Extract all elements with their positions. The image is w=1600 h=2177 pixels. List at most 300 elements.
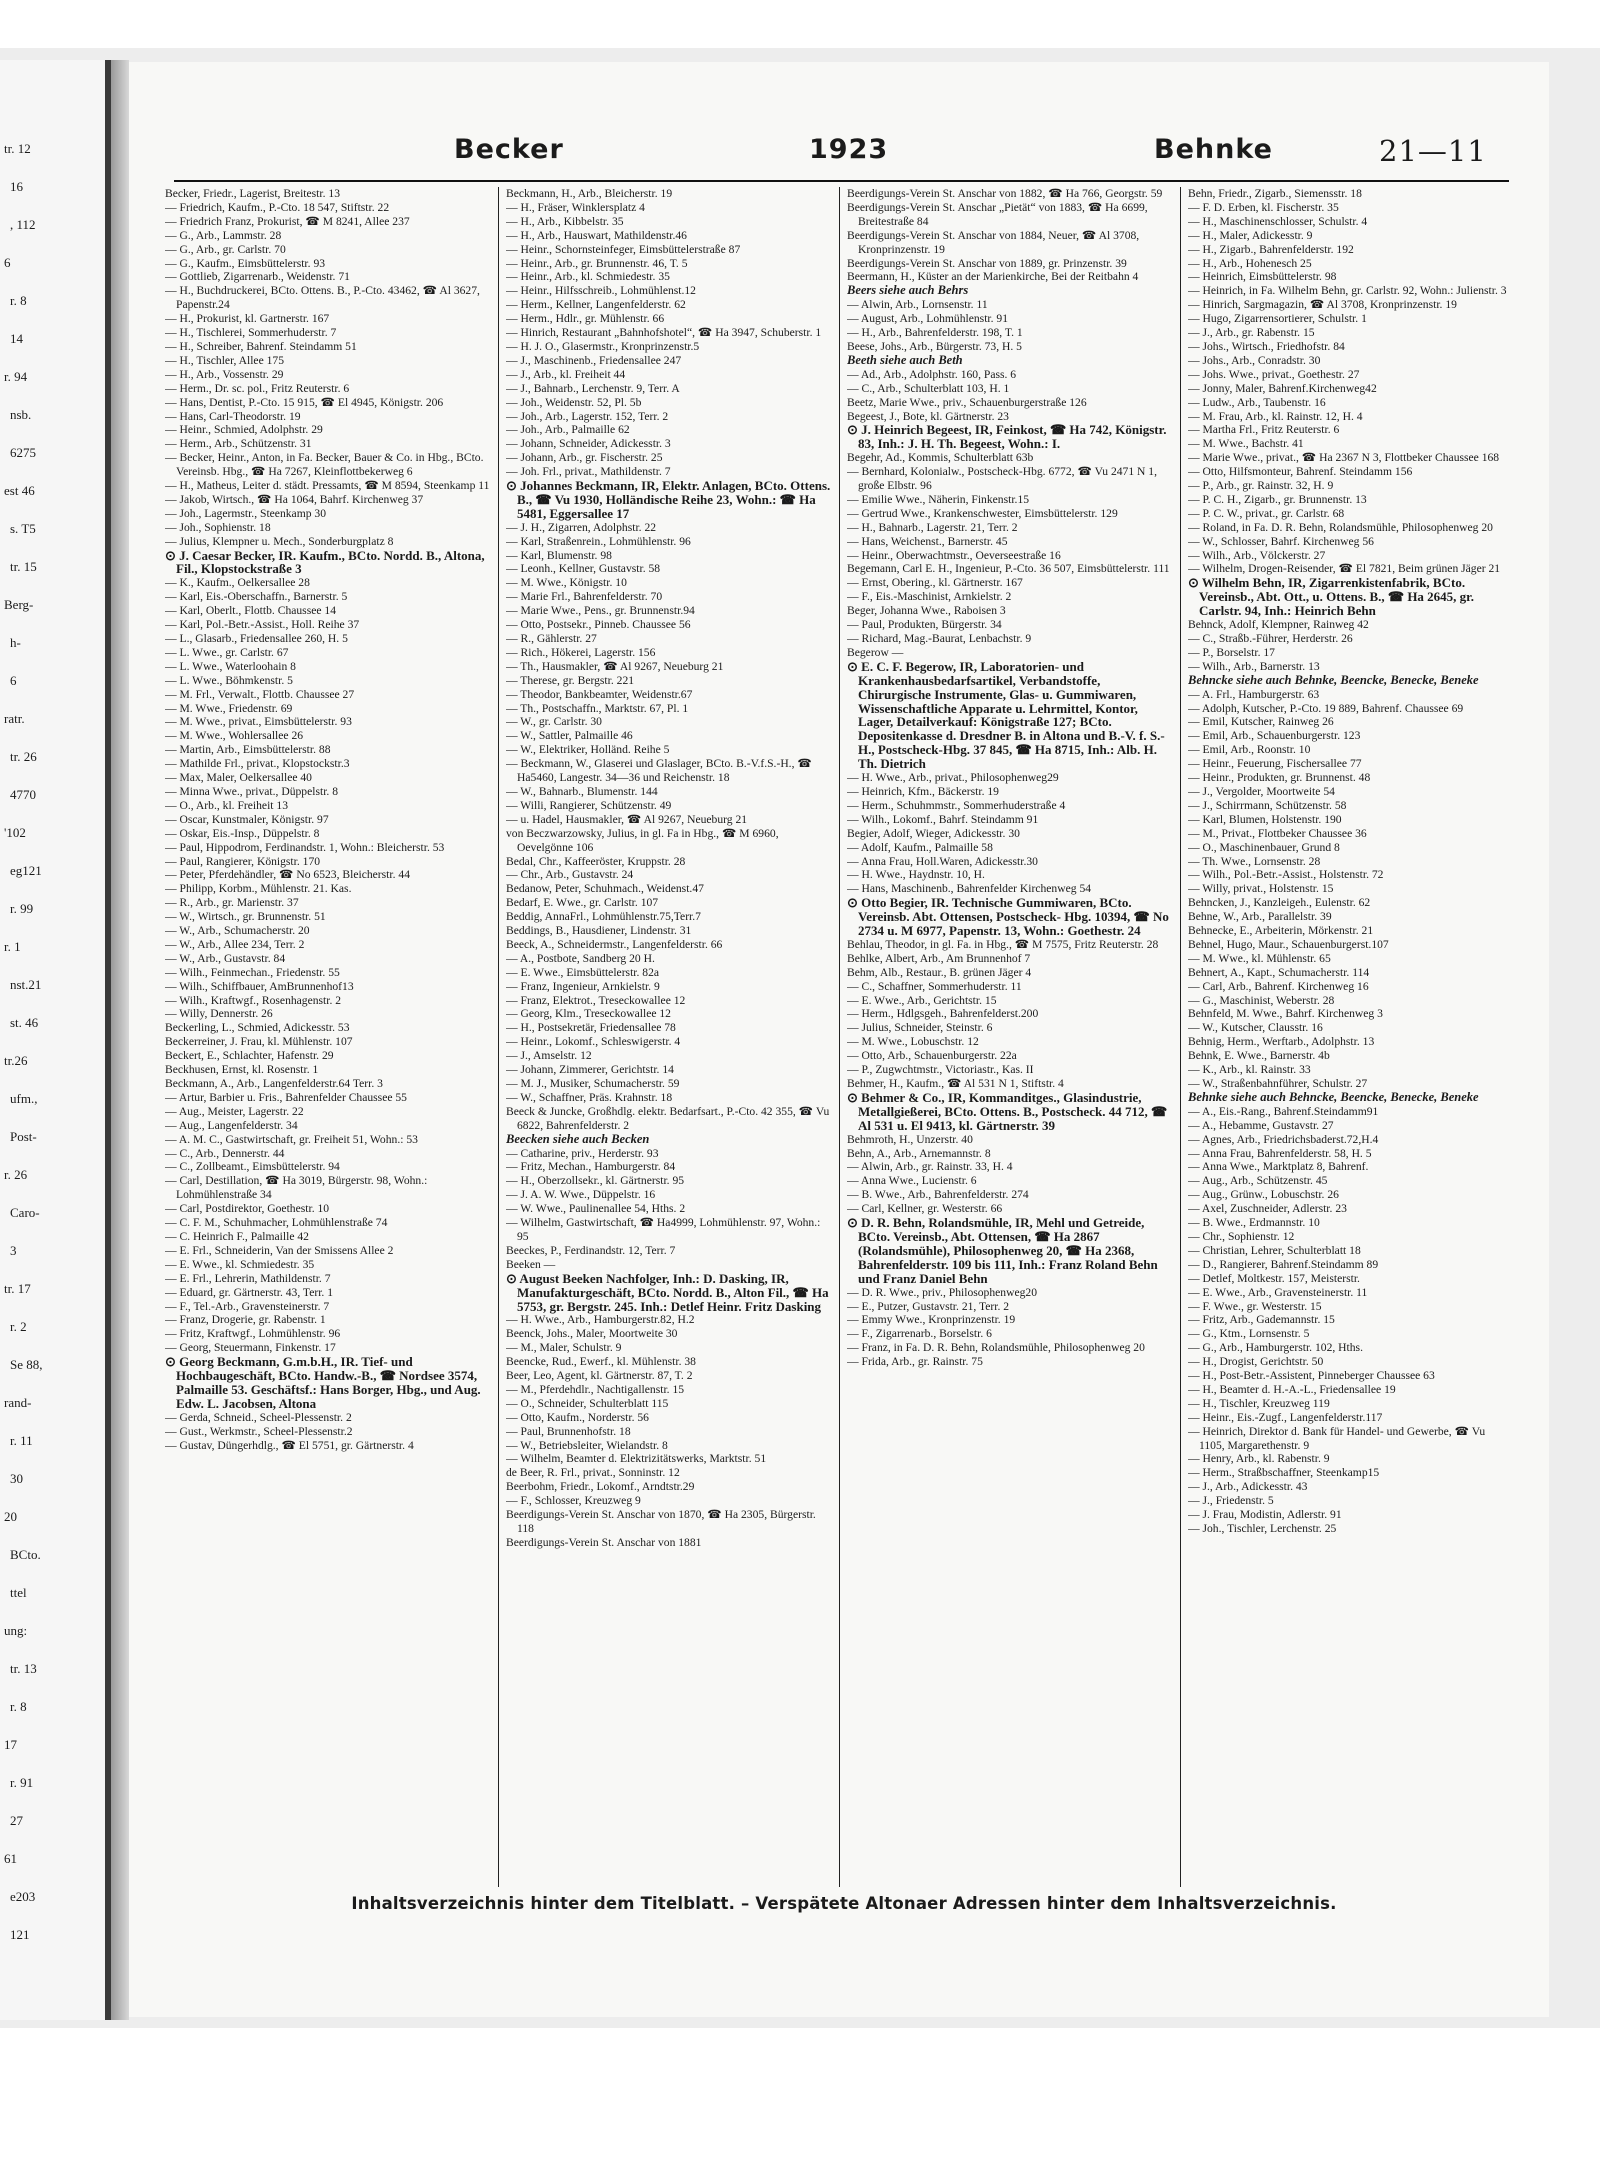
directory-entry: Becker, Friedr., Lagerist, Breitestr. 13 <box>165 187 341 200</box>
directory-entry: Behncke siehe auch Behnke, Beencke, Benecke, Beneke <box>1188 672 1479 687</box>
directory-entry: — W., Sattler, Palmaille 46 <box>506 729 633 743</box>
directory-entry: — W., Arb., Gustavstr. 84 <box>165 951 286 965</box>
directory-entry: — Heinr., Lokomf., Schleswigerstr. 4 <box>506 1035 681 1049</box>
directory-entry: — G., Maschinist, Weberstr. 28 <box>1188 993 1335 1007</box>
directory-entry: — P. C. W., privat., gr. Carlstr. 68 <box>1188 506 1345 520</box>
directory-entry: — P., Zugwchtmstr., Victoriastr., Kas. II <box>847 1063 1034 1077</box>
directory-entry: — F., Tel.-Arb., Gravensteinerstr. 7 <box>165 1299 330 1313</box>
directory-entry: — Agnes, Arb., Friedrichsbaderst.72,H.4 <box>1188 1132 1379 1146</box>
directory-entry: — Wilhelm, Beamter d. Elektrizitätswerks, Marktstr. 51 <box>506 1452 767 1466</box>
directory-entry: — W., Schlosser, Bahrf. Kirchenweg 56 <box>1188 534 1374 548</box>
directory-entry: — August, Arb., Lohmühlenstr. 91 <box>847 312 1009 326</box>
directory-entry: — C., Arb., Schulterblatt 103, H. 1 <box>847 381 1010 395</box>
facing-page-fragment: BCto. <box>10 1547 41 1562</box>
directory-entry: Begerow — <box>847 645 904 659</box>
directory-entry: — E. Wwe., Arb., Gravensteinerstr. 11 <box>1188 1285 1368 1299</box>
directory-entry: — F., Eis.-Maschinist, Arnkielstr. 2 <box>847 590 1012 604</box>
facing-page-fragment: 20 <box>4 1509 17 1524</box>
directory-entry: — P. C. H., Zigarb., gr. Brunnenstr. 13 <box>1188 492 1367 506</box>
directory-entry: — Chr., Arb., Gustavstr. 24 <box>506 868 634 882</box>
directory-entry: — H., Tischlerei, Sommerhuderstr. 7 <box>165 326 337 340</box>
directory-entry: — Alwin, Arb., Lornsenstr. 11 <box>847 298 988 312</box>
directory-entry: — Hans, Carl-Theodorstr. 19 <box>165 409 301 423</box>
directory-entry: — H., Oberzollsekr., kl. Gärtnerstr. 95 <box>506 1174 685 1188</box>
directory-entry: — Otto, Kaufm., Norderstr. 56 <box>506 1410 649 1424</box>
directory-entry: — Joh., Tischler, Lerchenstr. 25 <box>1188 1522 1337 1535</box>
column-4 <box>1188 187 1510 1887</box>
directory-entry: — H., Maler, Adickesstr. 9 <box>1188 228 1313 242</box>
directory-entry: — Anna Wwe., Lucienstr. 6 <box>847 1174 977 1188</box>
directory-entry: — Artur, Barbier u. Fris., Bahrenfelder Chaussee 55 <box>165 1090 407 1104</box>
directory-entry: Behnck, Adolf, Klempner, Rainweg 42 <box>1188 618 1369 632</box>
directory-entry: — M., Privat., Flottbeker Chaussee 36 <box>1188 826 1367 840</box>
directory-entry: — u. Hadel, Hausmakler, ☎ Al 9267, Neueburg 21 <box>506 812 748 826</box>
directory-entry: — Karl, Eis.-Oberschaffn., Barnerstr. 5 <box>165 590 348 604</box>
directory-entry: — E. Wwe., kl. Schmiedestr. 35 <box>165 1257 315 1271</box>
directory-entry: — Christian, Lehrer, Schulterblatt 18 <box>1188 1243 1361 1257</box>
directory-entry: Behnk, E. Wwe., Barnerstr. 4b <box>1188 1049 1330 1063</box>
directory-entry: Behne, W., Arb., Parallelstr. 39 <box>1188 910 1332 924</box>
directory-entry: — M. Wwe., privat., Eimsbüttelerstr. 93 <box>165 715 352 729</box>
directory-entry: Behnert, A., Kapt., Schumacherstr. 114 <box>1188 965 1370 979</box>
directory-entry: Beeth siehe auch Beth <box>847 352 963 367</box>
facing-page-fragment: r. 99 <box>10 901 34 916</box>
directory-entry: — Mathilde Frl., privat., Klopstockstr.3 <box>165 757 350 771</box>
directory-entry: — Karl, Straßenrein., Lohmühlenstr. 96 <box>506 534 691 548</box>
directory-entry: — A., Postbote, Sandberg 20 H. <box>506 951 655 965</box>
directory-entry: — H. J. O., Glasermstr., Kronprinzenstr.5 <box>506 339 700 353</box>
directory-entry: Beckerreiner, J. Frau, kl. Mühlenstr. 107 <box>165 1035 353 1049</box>
directory-entry: Behn, Friedr., Zigarb., Siemensstr. 18 <box>1188 187 1362 200</box>
facing-page-fragment: 121 <box>10 1927 30 1942</box>
directory-entry: — E., Putzer, Gustavstr. 21, Terr. 2 <box>847 1299 1010 1313</box>
directory-entry: — H., Arb., Hauswart, Mathildenstr.46 <box>506 228 687 242</box>
directory-entry: — Johs. Wwe., privat., Goethestr. 27 <box>1188 367 1360 381</box>
facing-page-fragment: e203 <box>10 1889 36 1904</box>
directory-entry: — Franz, Ingenieur, Arnkielstr. 9 <box>506 979 660 993</box>
facing-page-fragment: r. 2 <box>10 1319 27 1334</box>
directory-entry: Beerdigungs-Verein St. Anschar von 1870, ☎ Ha 2305, Bürgerstr. 118 <box>506 1508 816 1535</box>
directory-entry: — R., Arb., gr. Marienstr. 37 <box>165 896 299 910</box>
directory-entry: — J., Friedenstr. 5 <box>1188 1494 1274 1508</box>
facing-page-fragment: 61 <box>4 1851 17 1866</box>
facing-page-fragment: r. 1 <box>4 939 21 954</box>
directory-entry: — Wilhelm, Drogen-Reisender, ☎ El 7821, Beim grünen Jäger 21 <box>1188 562 1501 576</box>
directory-entry: — J., Arb., gr. Rabenstr. 15 <box>1188 326 1315 340</box>
directory-entry: — W., Arb., Schumacherstr. 20 <box>165 924 310 938</box>
directory-entry: — Joh., Lagermstr., Steenkamp 30 <box>165 506 326 520</box>
facing-page-fragment: h- <box>10 635 21 650</box>
directory-page <box>129 62 1549 2017</box>
directory-entry: Behnfeld, M. Wwe., Bahrf. Kirchenweg 3 <box>1188 1007 1383 1021</box>
facing-page-fragment: 16 <box>10 179 23 194</box>
facing-page-fragment: ratr. <box>4 711 25 726</box>
directory-entry: — Otto, Hilfsmonteur, Bahrenf. Steindamm 156 <box>1188 465 1413 479</box>
directory-entry: — M. Wwe., kl. Mühlenstr. 65 <box>1188 951 1331 965</box>
facing-page-fragment: 17 <box>4 1737 17 1752</box>
directory-entry: — W., Arb., Allee 234, Terr. 2 <box>165 937 305 951</box>
facing-page-fragment: r. 26 <box>4 1167 28 1182</box>
facing-page-fragment: Se 88, <box>10 1357 43 1372</box>
directory-entry: Behnke siehe auch Behncke, Beencke, Benecke, Beneke <box>1188 1089 1479 1104</box>
directory-entry: — Richard, Mag.-Baurat, Lenbachstr. 9 <box>847 632 1032 645</box>
directory-entry: — Joh., Sophienstr. 18 <box>165 520 271 534</box>
directory-entry: Beeck, A., Schneidermstr., Langenfelderstr. 66 <box>506 937 723 951</box>
facing-page-fragment: tr. 15 <box>10 559 37 574</box>
directory-entry: Beerdigungs-Verein St. Anschar „Pietät“ von 1883, ☎ Ha 6699, Breitestraße 84 <box>847 200 1148 228</box>
directory-entry: — H., Bahnarb., Lagerstr. 21, Terr. 2 <box>847 520 1018 534</box>
directory-entry: Beerdigungs-Verein St. Anschar von 1889, gr. Prinzenstr. 39 <box>847 256 1127 270</box>
directory-entry: — Paul, Hippodrom, Ferdinandstr. 1, Wohn.: Bleicherstr. 53 <box>165 840 445 854</box>
directory-entry: — E. Wwe., Eimsbüttelerstr. 82a <box>506 965 660 979</box>
directory-entry: ⊙ Behmer & Co., IR, Kommanditges., Glasindustrie, Metallgießerei, BCto. Ottens. B., Postscheck. 44 712, ☎ Al 531 u. El 9413, kl. Gärtnerstr. 39 <box>847 1089 1168 1133</box>
directory-entry: — Joh., Arb., Lagerstr. 152, Terr. 2 <box>506 409 669 423</box>
directory-entry: — Fritz, Kraftwgf., Lohmühlenstr. 96 <box>165 1327 341 1341</box>
directory-entry: — Heinr., Schornsteinfeger, Eimsbüttelerstraße 87 <box>506 242 741 256</box>
directory-entry: — M., Maler, Schulstr. 9 <box>506 1341 622 1355</box>
directory-entry: Beencke, Rud., Ewerf., kl. Mühlenstr. 38 <box>506 1355 696 1369</box>
directory-entry: — W., gr. Carlstr. 30 <box>506 715 602 729</box>
directory-entry: Beckerling, L., Schmied, Adickesstr. 53 <box>165 1021 350 1035</box>
directory-entry: — W., Bahnarb., Blumenstr. 144 <box>506 784 658 798</box>
directory-entry: — J., Schirrmann, Schützenstr. 58 <box>1188 798 1347 812</box>
directory-entry: — W., Straßenbahnführer, Schulstr. 27 <box>1188 1077 1368 1090</box>
directory-entry: ⊙ J. Heinrich Begeest, IR, Feinkost, ☎ Ha 742, Königstr. 83, Inh.: J. H. Th. Begeest, Wohn.: I. <box>847 422 1167 452</box>
directory-entry: Bedanow, Peter, Schuhmach., Weidenst.47 <box>506 882 704 896</box>
directory-entry: — Therese, gr. Bergstr. 221 <box>506 673 635 687</box>
header-rule <box>174 180 1509 182</box>
directory-entry: — A., Hebamme, Gustavstr. 27 <box>1188 1118 1334 1132</box>
directory-entry: — E. Frl., Schneiderin, Van der Smissens Allee 2 <box>165 1243 394 1257</box>
directory-entry: — Wilh., Lokomf., Bahrf. Steindamm 91 <box>847 812 1039 826</box>
directory-entry: — Axel, Zuschneider, Adlerstr. 23 <box>1188 1202 1347 1216</box>
directory-entry: — Friedrich Franz, Prokurist, ☎ M 8241, Allee 237 <box>165 214 410 228</box>
directory-entry: — C. F. M., Schuhmacher, Lohmühlenstraße 74 <box>165 1216 388 1230</box>
directory-entry: — H., Fräser, Winklersplatz 4 <box>506 200 645 214</box>
directory-entry: — F. Wwe., gr. Westerstr. 15 <box>1188 1299 1322 1313</box>
directory-entry: — Herm., Arb., Schützenstr. 31 <box>165 437 312 451</box>
directory-entry: — L. Wwe., Böhmkenstr. 5 <box>165 673 293 687</box>
directory-entry: Beger, Johanna Wwe., Raboisen 3 <box>847 604 1006 618</box>
directory-entry: — M. Frl., Verwalt., Flottb. Chaussee 27 <box>165 687 355 701</box>
facing-page-fragment: r. 91 <box>10 1775 34 1790</box>
directory-entry: — E. Frl., Lehrerin, Mathildenstr. 7 <box>165 1271 331 1285</box>
directory-entry: — Theodor, Bankbeamter, Weidenstr.67 <box>506 687 693 701</box>
directory-entry: — Wilh., Feinmechan., Friedenstr. 55 <box>165 965 340 979</box>
directory-entry: — Karl, Blumen, Holstenstr. 190 <box>1188 812 1342 826</box>
directory-entry: — K., Kaufm., Oelkersallee 28 <box>165 576 310 590</box>
directory-entry: Beddig, AnnaFrl., Lohmühlenstr.75,Terr.7 <box>506 910 701 924</box>
directory-entry: — Oscar, Kunstmaler, Königstr. 97 <box>165 812 329 826</box>
directory-entry: — G., Arb., Hamburgerstr. 102, Hths. <box>1188 1341 1363 1355</box>
directory-entry: Behn, A., Arb., Arnemannstr. 8 <box>847 1146 991 1160</box>
directory-entry: — Karl, Pol.-Betr.-Assist., Holl. Reihe 37 <box>165 618 360 632</box>
directory-entry: — H., Postsekretär, Friedensallee 78 <box>506 1021 676 1035</box>
directory-entry: Begehr, Ad., Kommis, Schulterblatt 63b <box>847 451 1034 465</box>
directory-entry: — Rich., Hökerei, Lagerstr. 156 <box>506 645 656 659</box>
directory-entry: — Franz, in Fa. D. R. Behn, Rolandsmühle, Philosophenweg 20 <box>847 1341 1145 1355</box>
facing-page-fragment: 14 <box>10 331 23 346</box>
directory-entry: Beer, Leo, Agent, kl. Gärtnerstr. 87, T. 2 <box>506 1369 693 1383</box>
directory-entry: — C. Heinrich F., Palmaille 42 <box>165 1229 309 1243</box>
directory-entry: — Herm., Schuhmmstr., Sommerhuderstraße 4 <box>847 798 1066 812</box>
directory-entry: — Aug., Grünw., Lobuschstr. 26 <box>1188 1188 1339 1202</box>
directory-entry: — O., Schneider, Schulterblatt 115 <box>506 1396 669 1410</box>
directory-entry: — J. Frau, Modistin, Adlerstr. 91 <box>1188 1508 1342 1522</box>
directory-entry: — Adolph, Kutscher, P.-Cto. 19 889, Bahrenf. Chaussee 69 <box>1188 701 1464 715</box>
directory-entry: — Alwin, Arb., gr. Rainstr. 33, H. 4 <box>847 1160 1013 1174</box>
directory-entry: — C., Arb., Dennerstr. 44 <box>165 1146 285 1160</box>
page-header <box>169 134 1499 168</box>
facing-page-fragment: tr. 26 <box>10 749 37 764</box>
directory-entry: — W. Wwe., Paulinenallee 54, Hths. 2 <box>506 1202 686 1216</box>
directory-entry: — G., Ktm., Lornsenstr. 5 <box>1188 1327 1310 1341</box>
directory-entry: Beerbohm, Friedr., Lokomf., Arndtstr.29 <box>506 1480 695 1494</box>
directory-entry: Beetz, Marie Wwe., priv., Schauenburgerstraße 126 <box>847 395 1087 409</box>
facing-page-fragment: tr.26 <box>4 1053 28 1068</box>
directory-entry: — M. Wwe., Bachstr. 41 <box>1188 437 1304 451</box>
directory-entry: — Paul, Rangierer, Königstr. 170 <box>165 854 321 868</box>
directory-entry: — Friedrich, Kaufm., P.-Cto. 18 547, Stiftstr. 22 <box>165 200 390 214</box>
directory-entry: — Th., Postschaffn., Marktstr. 67, Pl. 1 <box>506 701 689 715</box>
directory-entry: — Emilie Wwe., Näherin, Finkenstr.15 <box>847 492 1030 506</box>
directory-entry: — Willi, Rangierer, Schützenstr. 49 <box>506 798 672 812</box>
directory-entry: Begemann, Carl E. H., Ingenieur, P.-Cto. 36 507, Eimsbüttelerstr. 111 <box>847 562 1170 576</box>
facing-page-fragment: nst.21 <box>10 977 42 992</box>
directory-entry: Beeckes, P., Ferdinandstr. 12, Terr. 7 <box>506 1243 676 1257</box>
directory-entry: — Marie Frl., Bahrenfelderstr. 70 <box>506 590 663 604</box>
directory-entry: — Martha Frl., Fritz Reuterstr. 6 <box>1188 423 1340 437</box>
footer-note: Inhaltsverzeichnis hinter dem Titelblatt. – Verspätete Altonaer Adressen hinter dem Inhaltsverzeichnis. <box>351 1894 1337 1913</box>
directory-entry: Beerdigungs-Verein St. Anschar von 1881 <box>506 1535 702 1549</box>
directory-entry: — Johann, Zimmerer, Gerichtstr. 14 <box>506 1063 674 1077</box>
directory-entry: Beermann, H., Küster an der Marienkirche, Bei der Reitbahn 4 <box>847 270 1139 284</box>
directory-entry: — F., Zigarrenarb., Borselstr. 6 <box>847 1327 992 1341</box>
directory-entry: — Leonh., Kellner, Gustavstr. 58 <box>506 562 661 576</box>
directory-entry: — M. Wwe., Königstr. 10 <box>506 576 627 590</box>
directory-entry: — J., Vergolder, Moortweite 54 <box>1188 784 1335 798</box>
directory-entry: Behmroth, H., Unzerstr. 40 <box>847 1132 973 1146</box>
directory-entry: — H., Drogist, Gerichtstr. 50 <box>1188 1355 1324 1369</box>
directory-entry: — Otto, Postsekr., Pinneb. Chaussee 56 <box>506 618 691 632</box>
facing-page-fragment: s. T5 <box>10 521 36 536</box>
directory-entry: — J., Amselstr. 12 <box>506 1049 592 1063</box>
directory-entry: — Gerda, Schneid., Scheel-Plessenstr. 2 <box>165 1410 352 1424</box>
column-divider <box>839 187 840 1887</box>
directory-entry: — H., Beamter d. H.-A.-L., Friedensallee 19 <box>1188 1382 1396 1396</box>
directory-entry: — J., Maschinenb., Friedensallee 247 <box>506 353 682 367</box>
directory-entry: ⊙ August Beeken Nachfolger, Inh.: D. Dasking, IR, Manufakturgeschäft, BCto. Nordd. B., Alton Fil., ☎ Ha 5753, gr. Bergstr. 245. Inh.: Detlef Heinr. Fritz Dasking <box>506 1270 829 1314</box>
directory-entry: — Heinrich, Eimsbüttelerstr. 98 <box>1188 270 1337 284</box>
directory-entry: — G., Kaufm., Eimsbüttelerstr. 93 <box>165 256 326 270</box>
directory-entry: — Otto, Arb., Schauenburgerstr. 22a <box>847 1049 1017 1063</box>
facing-page-fragment: tr. 17 <box>4 1281 31 1296</box>
directory-entry: — G., Arb., gr. Carlstr. 70 <box>165 242 286 256</box>
directory-entry: — H., Post-Betr.-Assistent, Pinneberger Chaussee 63 <box>1188 1369 1435 1383</box>
directory-entry: — Karl, Oberlt., Flottb. Chaussee 14 <box>165 604 336 618</box>
directory-entry: — Paul, Brunnenhofstr. 18 <box>506 1424 631 1438</box>
directory-entry: — Aug., Meister, Lagerstr. 22 <box>165 1104 304 1118</box>
directory-entry: — Marie Wwe., privat., ☎ Ha 2367 N 3, Flottbeker Chaussee 168 <box>1188 451 1500 465</box>
directory-entry: — Heinr., Feuerung, Fischersallee 77 <box>1188 757 1362 771</box>
directory-entry: Beers siehe auch Behrs <box>847 283 969 298</box>
directory-entry: Beerdigungs-Verein St. Anschar von 1884, Neuer, ☎ Al 3708, Kronprinzenstr. 19 <box>847 228 1140 256</box>
directory-entry: — Anna Frau, Bahrenfelderstr. 58, H. 5 <box>1188 1146 1372 1160</box>
directory-entry: — Johann, Arb., gr. Fischerstr. 25 <box>506 451 663 465</box>
directory-entry: — H., Arb., Bahrenfelderstr. 198, T. 1 <box>847 326 1023 340</box>
directory-entry: — G., Arb., Lammstr. 28 <box>165 228 282 242</box>
directory-entry: — Hugo, Zigarrensortierer, Schulstr. 1 <box>1188 312 1367 326</box>
directory-entry: ⊙ J. Caesar Becker, IR. Kaufm., BCto. Nordd. B., Altona, Fil., Klopstockstraße 3 <box>165 547 485 577</box>
directory-entry: Begier, Adolf, Wieger, Adickesstr. 30 <box>847 826 1020 840</box>
directory-entry: — Herm., Hdlgsgeh., Bahrenfelderst.200 <box>847 1007 1039 1021</box>
facing-page-fragment: nsb. <box>10 407 32 422</box>
directory-entry: — W., Schaffner, Präs. Krahnstr. 18 <box>506 1090 673 1104</box>
directory-entry: — Heinrich, Kfm., Bäckerstr. 19 <box>847 784 999 798</box>
directory-entry: — Max, Maler, Oelkersallee 40 <box>165 771 312 785</box>
directory-entry: — W., Betriebsleiter, Wielandstr. 8 <box>506 1438 668 1452</box>
directory-entry: — Wilh., Arb., Barnerstr. 13 <box>1188 659 1320 673</box>
facing-page-fragment: rand- <box>4 1395 32 1410</box>
directory-entry: Beenck, Johs., Maler, Moortweite 30 <box>506 1327 678 1341</box>
directory-entry: — Heinrich, Direktor d. Bank für Handel- und Gewerbe, ☎ Vu 1105, Margarethenstr. 9 <box>1188 1424 1486 1452</box>
directory-entry: — Carl, Arb., Bahrenf. Kirchenweg 16 <box>1188 979 1369 993</box>
directory-entry: — Martin, Arb., Eimsbüttelerstr. 88 <box>165 743 331 757</box>
directory-entry: — H. Wwe., Haydnstr. 10, H. <box>847 868 985 882</box>
facing-page-fragment: Caro- <box>10 1205 40 1220</box>
directory-entry: — Chr., Sophienstr. 12 <box>1188 1229 1295 1243</box>
directory-entry: — Franz, Drogerie, gr. Rabenstr. 1 <box>165 1313 326 1327</box>
directory-entry: — O., Maschinenbauer, Grund 8 <box>1188 840 1340 854</box>
directory-entry: Bedarf, E. Wwe., gr. Carlstr. 107 <box>506 896 659 910</box>
directory-entry: — Roland, in Fa. D. R. Behn, Rolandsmühle, Philosophenweg 20 <box>1188 520 1493 534</box>
facing-page-fragment: '102 <box>4 825 26 840</box>
directory-entry: — H., Prokurist, kl. Gartnerstr. 167 <box>165 312 330 326</box>
facing-page-fragment: st. 46 <box>10 1015 39 1030</box>
directory-entry: Behmer, H., Kaufm., ☎ Al 531 N 1, Stiftstr. 4 <box>847 1077 1064 1090</box>
facing-page-fragment: Berg- <box>4 597 34 612</box>
directory-entry: — H., Arb., Hohenesch 25 <box>1188 256 1312 270</box>
directory-entry: Beckmann, A., Arb., Langenfelderstr.64 Terr. 3 <box>165 1077 383 1090</box>
directory-entry: — O., Arb., kl. Freiheit 13 <box>165 798 289 812</box>
directory-entry: — Julius, Schneider, Steinstr. 6 <box>847 1021 993 1035</box>
directory-entry: — H., Zigarb., Bahrenfelderstr. 192 <box>1188 242 1354 256</box>
facing-page-fragment: Post- <box>10 1129 37 1144</box>
directory-entry: — Minna Wwe., privat., Düppelstr. 8 <box>165 784 339 798</box>
directory-entry: — A. M. C., Gastwirtschaft, gr. Freiheit 51, Wohn.: 53 <box>165 1132 418 1146</box>
directory-entry: — Frida, Arb., gr. Rainstr. 75 <box>847 1355 983 1369</box>
directory-entry: Beddings, B., Hausdiener, Lindenstr. 31 <box>506 924 692 938</box>
directory-entry: — Willy, Dennerstr. 26 <box>165 1007 273 1021</box>
directory-entry: — W., Elektriker, Holländ. Reihe 5 <box>506 743 670 757</box>
directory-entry: Beckmann, H., Arb., Bleicherstr. 19 <box>506 187 673 200</box>
directory-entry: — R., Gählerstr. 27 <box>506 632 597 645</box>
directory-entry: — H., Matheus, Leiter d. städt. Pressamts, ☎ M 8594, Steenkamp 11 <box>165 479 490 493</box>
directory-entry: — P., Borselstr. 17 <box>1188 645 1275 659</box>
facing-page-fragment: , 112 <box>10 217 36 232</box>
directory-entry: — Emil, Arb., Roonstr. 10 <box>1188 743 1311 757</box>
column-divider <box>1180 187 1181 1887</box>
facing-page-fragment: 30 <box>10 1471 23 1486</box>
directory-entry: — J., Bahnarb., Lerchenstr. 9, Terr. A <box>506 381 680 395</box>
directory-entry: — H., Arb., Vossenstr. 29 <box>165 367 284 381</box>
directory-entry: Begeest, J., Bote, kl. Gärtnerstr. 23 <box>847 409 1009 423</box>
directory-entry: — A. Frl., Hamburgerstr. 63 <box>1188 687 1320 701</box>
directory-entry: — Julius, Klempner u. Mech., Sonderburgplatz 8 <box>165 534 394 548</box>
directory-entry: — D. R. Wwe., priv., Philosophenweg20 <box>847 1285 1037 1299</box>
directory-entry: — Wilhelm, Gastwirtschaft, ☎ Ha4999, Lohmühlenstr. 97, Wohn.: 95 <box>506 1216 821 1243</box>
column-divider <box>498 187 499 1887</box>
directory-entry: — M., Pferdehdlr., Nachtigallenstr. 15 <box>506 1382 685 1396</box>
directory-entry: ⊙ Georg Beckmann, G.m.b.H., IR. Tief- und Hochbaugeschäft, BCto. Handw.-B., ☎ Nordsee 3574, Palmaille 53. Geschäftsf.: Hans Borger, Hbg., und Aug. Edw. L. Jacobsen, Altona <box>165 1354 481 1411</box>
directory-entry: — Joh., Weidenstr. 52, Pl. 5b <box>506 395 642 409</box>
directory-entry: — Heinr., Produkten, gr. Brunnenst. 48 <box>1188 771 1371 785</box>
directory-entry: — Wilh., Pol.-Betr.-Assist., Holstenstr. 72 <box>1188 868 1384 882</box>
directory-entry: — H., Arb., Kibbelstr. 35 <box>506 214 624 228</box>
directory-entry: Behm, Alb., Restaur., B. grünen Jäger 4 <box>847 965 1032 979</box>
directory-entry: — Gustav, Düngerhdlg., ☎ El 5751, gr. Gärtnerstr. 4 <box>165 1438 414 1452</box>
directory-entry: — Carl, Destillation, ☎ Ha 3019, Bürgerstr. 98, Wohn.: Lohmühlenstraße 34 <box>165 1174 428 1202</box>
directory-entry: ⊙ E. C. F. Begerow, IR, Laboratorien- und Krankenhausbedarfsartikel, Verbandstoffe, Chirurgische Instrumente, Glas- u. Gummiwaren, Wissenschaftliche Apparate u. Lehrmittel, Kontor, Lager, Detailverkauf: Königstraße 127; BCto. Depositenkasse d. Dresdner B. in Altona und B.-V. f. S.-H., Postscheck-Hbg. 37 845, ☎ Ha 8715, Inh.: Alb. H. Th. Dietrich <box>847 658 1165 772</box>
directory-entry: Beeken — <box>506 1257 556 1271</box>
directory-entry: — F., Schlosser, Kreuzweg 9 <box>506 1494 641 1508</box>
directory-entry: — Emil, Arb., Schauenburgerstr. 123 <box>1188 729 1361 743</box>
directory-entry: — E. Wwe., Arb., Gerichtstr. 15 <box>847 993 997 1007</box>
directory-entry: — Henry, Arb., kl. Rabenstr. 9 <box>1188 1452 1330 1466</box>
directory-entry: — Gust., Werkmstr., Scheel-Plessenstr.2 <box>165 1424 353 1438</box>
facing-page-fragment: r. 8 <box>10 1699 27 1714</box>
directory-entry: — L. Wwe., Waterloohain 8 <box>165 659 296 673</box>
header-last-name: Behnke <box>1154 134 1273 165</box>
directory-entry: — L., Glasarb., Friedensallee 260, H. 5 <box>165 632 348 645</box>
directory-entry: — Georg, Klm., Treseckowallee 12 <box>506 1007 671 1021</box>
directory-entry: — J. H., Zigarren, Adolphstr. 22 <box>506 520 657 534</box>
directory-entry: Behnecke, E., Arbeiterin, Mörkenstr. 21 <box>1188 924 1374 938</box>
header-first-name: Becker <box>454 134 564 165</box>
directory-entry: — Wilh., Schiffbauer, AmBrunnenhof13 <box>165 979 354 993</box>
directory-entry: Behnig, Herm., Werftarb., Adolphstr. 13 <box>1188 1035 1375 1049</box>
column-2 <box>506 187 831 1887</box>
directory-entry: — Heinr., Hilfsschreib., Lohmühlenst.12 <box>506 284 696 298</box>
facing-page-fragment: 6275 <box>10 445 36 460</box>
directory-entry: — Gertrud Wwe., Krankenschwester, Eimsbüttelerstr. 129 <box>847 506 1118 520</box>
directory-columns <box>165 187 1510 1892</box>
book-gutter <box>111 60 129 2020</box>
facing-page-fragment: r. 94 <box>4 369 28 384</box>
directory-entry: Beeck & Juncke, Großhdlg. elektr. Bedarfsart., P.-Cto. 42 355, ☎ Vu 6822, Bahrenfelderstr. 2 <box>506 1104 830 1132</box>
directory-entry: Beerdigungs-Verein St. Anschar von 1882, ☎ Ha 766, Georgstr. 59 <box>847 187 1163 200</box>
directory-entry: ⊙ D. R. Behn, Rolandsmühle, IR, Mehl und Getreide, BCto. Vereinsb., Abt. Ottensen, ☎ Ha 2867 (Rolandsmühle), Philosophenweg 20, ☎ Ha 2368, Bahrenfelderstr. 109 bis 111, Inh.: Franz Roland Behn und Franz Daniel Behn <box>847 1215 1158 1286</box>
column-1 <box>165 187 490 1887</box>
directory-entry: — Willy, privat., Holstenstr. 15 <box>1188 882 1334 896</box>
facing-page-fragment: 4770 <box>10 787 36 802</box>
directory-entry: Behlau, Theodor, in gl. Fa. in Hbg., ☎ M 7575, Fritz Reuterstr. 28 <box>847 937 1159 951</box>
directory-entry: — A., Eis.-Rang., Bahrenf.Steindamm91 <box>1188 1104 1379 1118</box>
facing-page-fragment: 3 <box>10 1243 17 1258</box>
directory-entry: — Herm., Hdlr., gr. Mühlenstr. 66 <box>506 312 665 326</box>
directory-entry: — W., Wirtsch., gr. Brunnenstr. 51 <box>165 910 326 924</box>
directory-entry: — Karl, Blumenstr. 98 <box>506 548 612 562</box>
directory-entry: — Marie Wwe., Pens., gr. Brunnenstr.94 <box>506 604 695 618</box>
directory-entry: — Oskar, Eis.-Insp., Düppelstr. 8 <box>165 826 320 840</box>
directory-entry: Behlke, Albert, Arb., Am Brunnenhof 7 <box>847 951 1031 965</box>
directory-entry: — M. Wwe., Friedenstr. 69 <box>165 701 293 715</box>
directory-entry: — Franz, Elektrot., Treseckowallee 12 <box>506 993 686 1007</box>
directory-entry: — Philipp, Korbm., Mühlenstr. 21. Kas. <box>165 882 352 896</box>
directory-entry: Beckert, E., Schlachter, Hafenstr. 29 <box>165 1049 334 1063</box>
directory-entry: ⊙ Johannes Beckmann, IR, Elektr. Anlagen, BCto. Ottens. B., ☎ Vu 1930, Holländische Reihe 23, Wohn.: ☎ Ha 5481, Eggersallee 17 <box>506 478 831 521</box>
facing-page-fragment: ufm., <box>10 1091 38 1106</box>
